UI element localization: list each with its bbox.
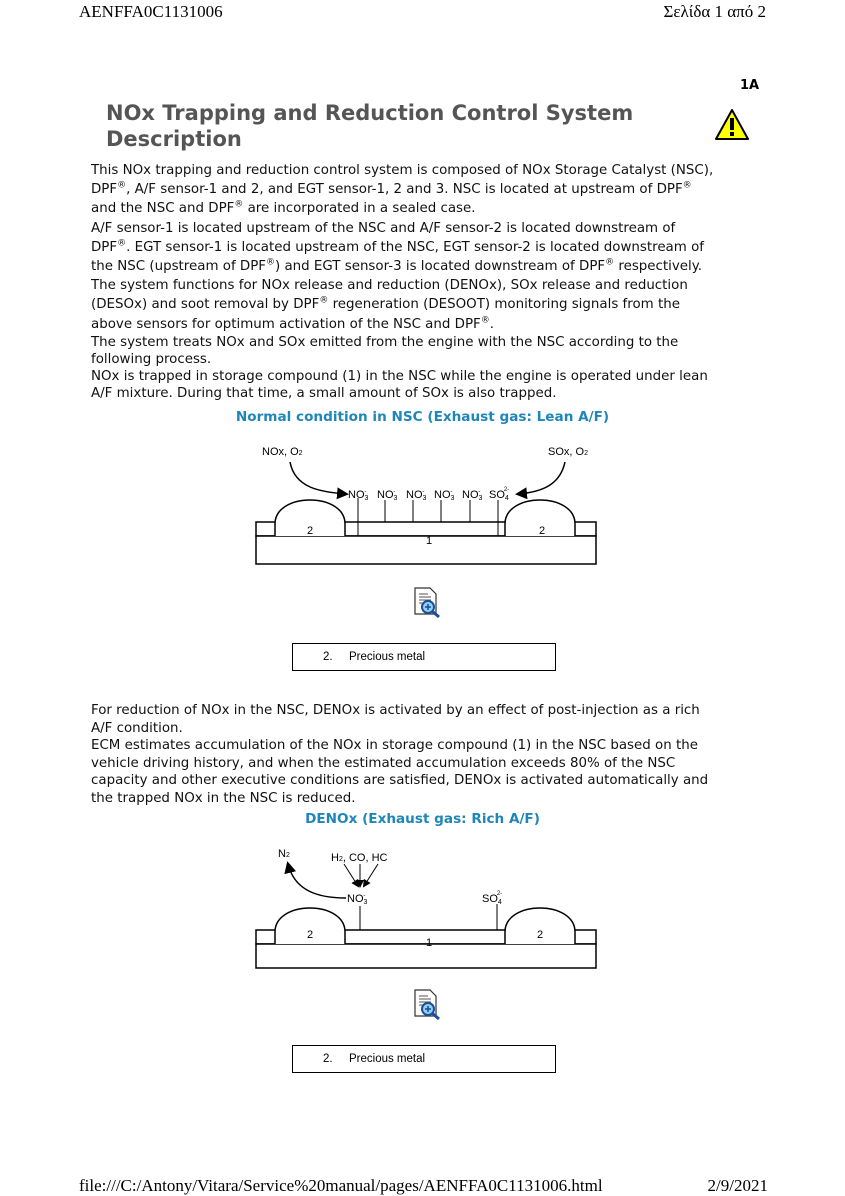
registered-mark: ®: [117, 180, 127, 191]
svg-text:NOx, O2: [262, 446, 303, 458]
no3-label: NO: [347, 893, 364, 905]
subscript: 2: [338, 856, 343, 863]
svg-text:NO3-: [377, 489, 398, 502]
subscript: 4: [497, 899, 502, 906]
nsc-lean-diagram: [250, 440, 600, 570]
svg-text:SO42-: [482, 891, 502, 906]
superscript: -: [450, 489, 453, 495]
denox-line: capacity and other executive conditions are satisfied, DENOx is activated automatically and: [91, 773, 709, 789]
legend-number: 2.: [323, 651, 333, 663]
n2-label: N: [278, 848, 286, 860]
nsc-rich-diagram: [250, 842, 600, 972]
intro-line: The system treats NOx and SOx emitted from the engine with the NSC according to the: [91, 334, 679, 350]
intro-text: [91, 161, 761, 402]
label-2-right: 2: [537, 929, 544, 941]
superscript: 2-: [503, 487, 510, 493]
figure1-legend: [292, 643, 556, 671]
figure1-caption: Normal condition in NSC (Exhaust gas: Lean A/F): [235, 409, 610, 425]
no3-label: NO: [348, 489, 365, 501]
legend-number: 2.: [323, 1053, 333, 1065]
subscript: 3: [364, 495, 369, 502]
text: (DESOx) and soot removal by DPF: [91, 297, 320, 313]
subscript: 3: [393, 495, 398, 502]
svg-text:SO42-: [489, 487, 509, 502]
svg-text:NO3-: [434, 489, 455, 502]
subscript: 3: [478, 495, 483, 502]
denox-text: [91, 702, 761, 808]
registered-mark: ®: [605, 257, 615, 268]
page-info: Σελίδα 1 από 2: [663, 2, 766, 21]
intro-line: [91, 199, 761, 218]
text: ) and EGT sensor-3 is located downstream of DPF: [275, 259, 606, 275]
registered-mark: ®: [480, 315, 490, 326]
subscript: 3: [422, 495, 427, 502]
superscript: 2-: [496, 891, 503, 897]
svg-text:NO3-: [462, 489, 483, 502]
text: .: [489, 316, 494, 332]
print-date: 2/9/2021: [707, 1176, 768, 1195]
intro-line: A/F mixture. During that time, a small amount of SOx is also trapped.: [91, 385, 557, 401]
text: , A/F sensor-1 and 2, and EGT sensor-1, 2 and 3. NSC is located at upstream of DPF: [126, 182, 683, 198]
intro-line: [91, 180, 761, 199]
legend-text: Precious metal: [349, 1053, 426, 1065]
no3-label: NO: [462, 489, 479, 501]
text: respectively.: [614, 259, 703, 275]
label-2-right: 2: [539, 525, 546, 537]
svg-text:H2, CO, HC: [331, 852, 388, 864]
intro-line: [91, 295, 761, 314]
intro-line: [91, 257, 761, 276]
no3-label: NO: [434, 489, 451, 501]
no3-label: NO: [377, 489, 394, 501]
registered-mark: ®: [319, 295, 329, 306]
label-2-left: 2: [307, 525, 314, 537]
page-title: NOx Trapping and Reduction Control System Description: [106, 101, 634, 151]
svg-text:NO3-: [406, 489, 427, 502]
denox-line: vehicle driving history, and when the estimated accumulation exceeds 80% of the NSC: [91, 755, 676, 771]
no3-label: NO: [406, 489, 423, 501]
svg-text:NO3-: [347, 893, 368, 906]
zoom-document-icon[interactable]: [412, 988, 442, 1020]
denox-line: the trapped NOx in the NSC is reduced.: [91, 790, 356, 806]
text: . EGT sensor-1 is located upstream of the NSC, EGT sensor-2 is located downstream of: [126, 239, 704, 255]
intro-line: [91, 238, 761, 257]
doc-code: AENFFA0C1131006: [79, 2, 223, 21]
subscript: 2: [285, 852, 290, 859]
registered-mark: ®: [266, 257, 275, 268]
text: DPF: [91, 182, 118, 198]
legend-text: Precious metal: [349, 651, 426, 663]
text: and the NSC and DPF: [91, 201, 235, 217]
intro-line: NOx is trapped in storage compound (1) in the NSC while the engine is operated under lean: [91, 368, 708, 384]
intro-line: A/F sensor-1 is located upstream of the NSC and A/F sensor-2 is located downstream of: [91, 220, 676, 236]
subscript: 3: [450, 495, 455, 502]
section-badge: 1A: [740, 78, 760, 93]
registered-mark: ®: [682, 180, 692, 191]
superscript: -: [422, 489, 425, 495]
superscript: -: [363, 893, 366, 899]
subscript: 3: [363, 899, 368, 906]
so4-label: SO: [489, 489, 505, 501]
text: DPF: [91, 239, 118, 255]
superscript: -: [364, 489, 367, 495]
h2-label: H: [331, 852, 339, 864]
label-2-left: 2: [307, 929, 314, 941]
denox-line: A/F condition.: [91, 720, 183, 736]
svg-text:SOx, O2: [548, 446, 588, 458]
superscript: -: [393, 489, 396, 495]
intro-line: The system functions for NOx release and reduction (DENOx), SOx release and reduction: [91, 278, 688, 294]
registered-mark: ®: [234, 199, 244, 210]
warning-triangle-icon: [714, 108, 750, 142]
subscript: 4: [504, 495, 509, 502]
svg-text:NO3-: [348, 489, 369, 502]
reductant-label: , CO, HC: [342, 852, 388, 864]
denox-line: For reduction of NOx in the NSC, DENOx is activated by an effect of post-injection as a rich: [91, 703, 700, 718]
label-1: 1: [426, 535, 433, 547]
so4-label: SO: [482, 893, 498, 905]
text: the NSC (upstream of DPF: [91, 259, 266, 275]
intro-line: [91, 315, 761, 334]
label-1: 1: [426, 937, 433, 949]
zoom-document-icon[interactable]: [412, 586, 442, 618]
denox-line: ECM estimates accumulation of the NOx in storage compound (1) in the NSC based on the: [91, 738, 698, 754]
svg-text:N2: [278, 848, 290, 860]
figure2-legend: [292, 1045, 556, 1073]
subscript: 2: [584, 450, 588, 457]
text: regeneration (DESOOT) monitoring signals from the: [328, 297, 680, 313]
text: above sensors for optimum activation of the NSC and DPF: [91, 316, 481, 332]
sox-label: SOx, O: [548, 446, 585, 458]
registered-mark: ®: [117, 238, 127, 249]
subscript: 2: [298, 450, 303, 457]
intro-line: This NOx trapping and reduction control system is composed of NOx Storage Catalyst (NSC),: [91, 163, 714, 178]
nox-label: NOx, O: [262, 446, 299, 458]
file-path: file:///C:/Antony/Vitara/Service%20manual/pages/AENFFA0C1131006.html: [79, 1176, 603, 1195]
figure2-caption: DENOx (Exhaust gas: Rich A/F): [305, 811, 540, 827]
intro-line: following process.: [91, 351, 212, 367]
superscript: -: [478, 489, 481, 495]
text: are incorporated in a sealed case.: [243, 201, 476, 217]
